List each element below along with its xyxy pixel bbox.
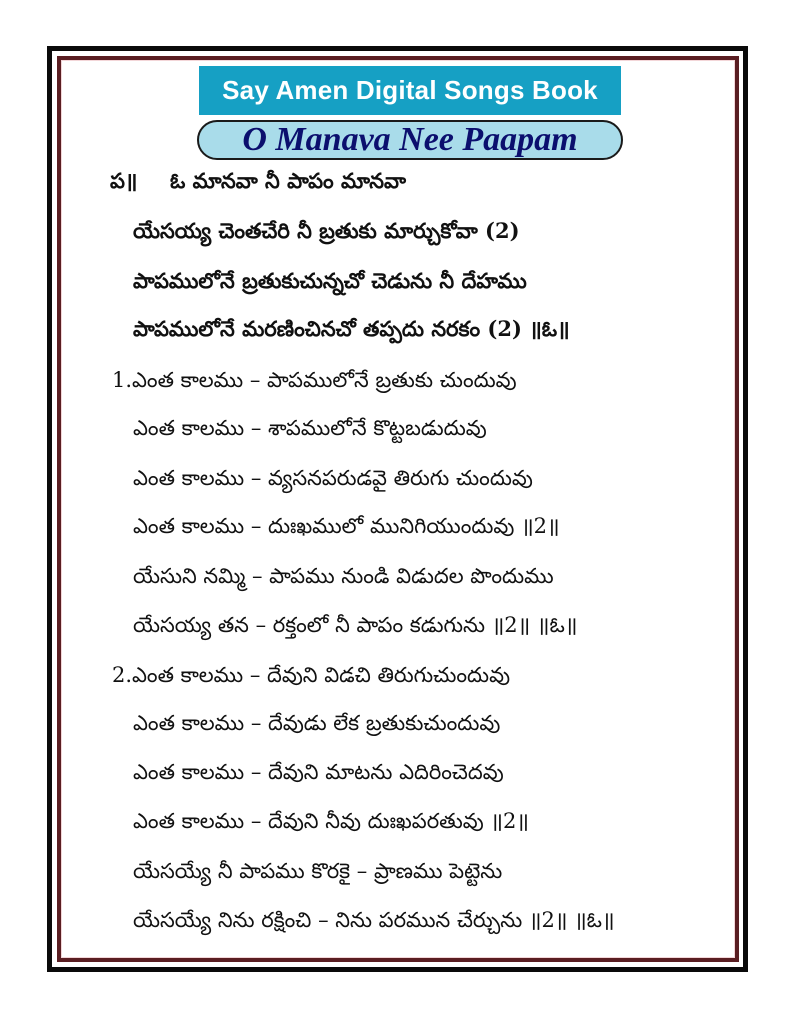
verse-2-line-4: ఎంత కాలము – దేవుని నీవు దుఃఖపరతువు ॥2॥ [133, 809, 529, 833]
verse-1-line-5: యేసుని నమ్మి – పాపము నుండి విడుదల పొందుము [133, 564, 554, 588]
verse-1-line-4: ఎంత కాలము – దుఃఖములో మునిగియుందువు ॥2॥ [133, 514, 560, 538]
verse-number: 2. [112, 663, 133, 687]
verse-number: 1. [112, 368, 133, 392]
song-title: O Manava Nee Paapam [197, 120, 623, 160]
verse-2-line-6: యేసయ్యే నిను రక్షించి – నిను పరమున చేర్చును ॥2॥ ॥ఓ॥ [133, 908, 615, 932]
verse-2-line-5: యేసయ్యే నీ పాపము కొరకై – ప్రాణము పెట్టెను [133, 859, 503, 883]
verse-2-line-3: ఎంత కాలము – దేవుని మాటను ఎదిరించెదవు [133, 760, 504, 784]
chorus-line-4: పాపములోనే మరణించినచో తప్పదు నరకం (2) ॥ఓ॥ [133, 316, 570, 341]
chorus-line-3: పాపములోనే బ్రతుకుచున్నచో చెడును నీ దేహము [133, 268, 527, 293]
verse-2-line-2: ఎంత కాలము – దేవుడు లేక బ్రతుకుచుందువు [133, 711, 501, 735]
verse-1-line-2: ఎంత కాలము – శాపములోనే కొట్టబడుదువు [133, 416, 487, 440]
verse-2-line-1: 2.ఎంత కాలము – దేవుని విడచి తిరుగుచుందువు [112, 660, 510, 690]
verse-1-line-1: 1.ఎంత కాలము – పాపములోనే బ్రతుకు చుందువు [112, 365, 517, 395]
verse-1-line-3: ఎంత కాలము – వ్యసనపరుడవై తిరుగు చుందువు [133, 466, 533, 490]
songbook-banner: Say Amen Digital Songs Book [199, 66, 621, 115]
chorus-line-1: ప॥ ఓ మానవా నీ పాపం మానవా [110, 166, 406, 196]
chorus-line-2: యేసయ్య చెంతచేరి నీ బ్రతుకు మార్చుకోవా (2) [133, 218, 520, 243]
chorus-label: ప॥ [110, 168, 138, 193]
verse-1-line-6: యేసయ్య తన – రక్తంలో నీ పాపం కడుగును ॥2॥ ॥ఓ॥ [133, 613, 578, 637]
